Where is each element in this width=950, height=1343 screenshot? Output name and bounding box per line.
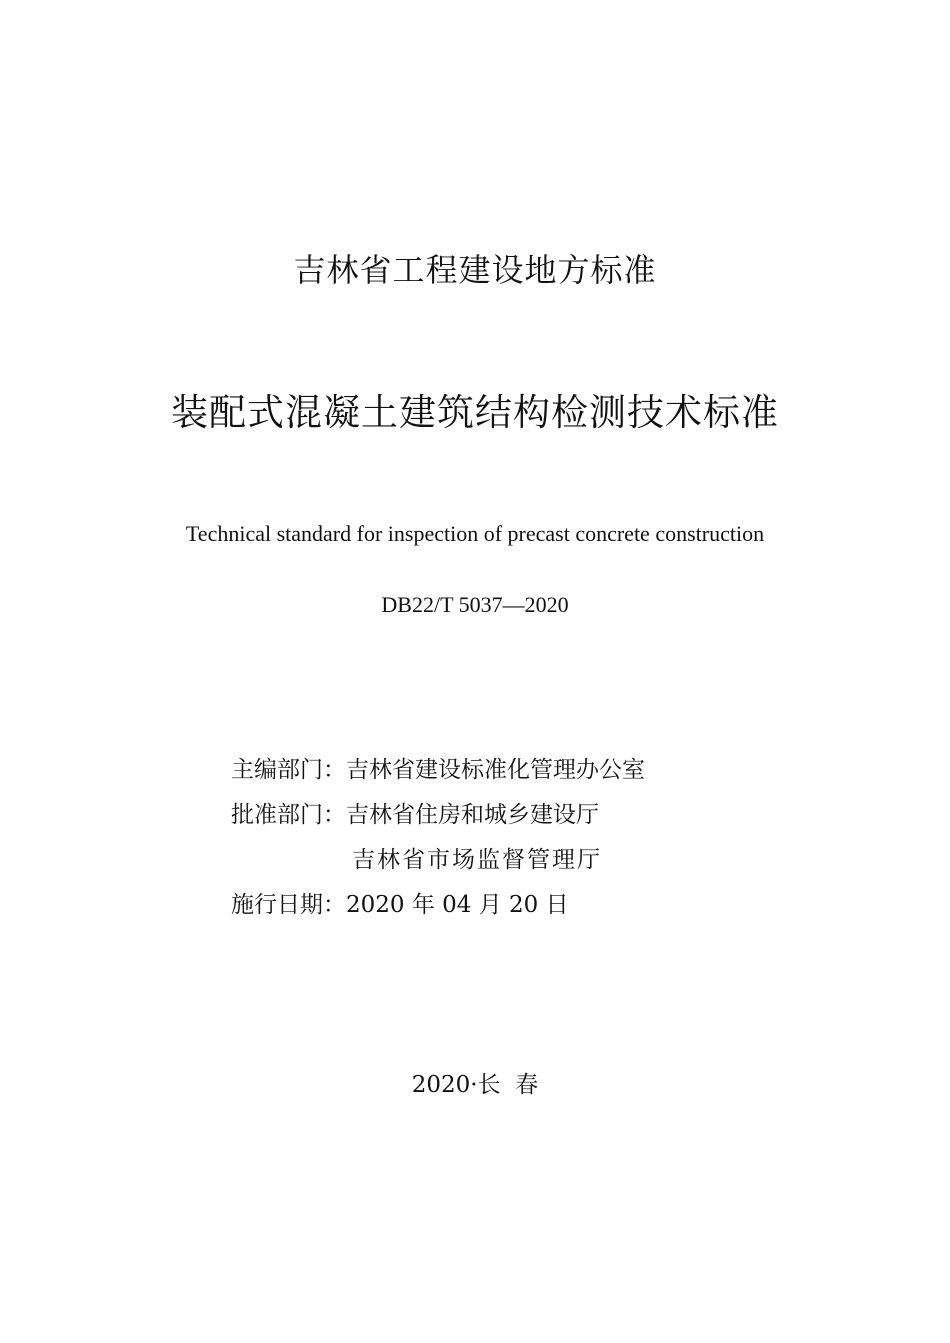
approver-label: 批准部门： [231, 802, 346, 828]
effective-date-value: 2020 年 04 月 20 日 [346, 892, 569, 918]
standard-series-heading: 吉林省工程建设地方标准 [293, 251, 657, 289]
document-title: 装配式混凝土建筑结构检测技术标准 [171, 391, 779, 434]
approver-row [231, 793, 645, 838]
standard-code: DB22/T 5037—2020 [381, 592, 569, 617]
effective-date-row [231, 883, 645, 928]
approver-value-1: 吉林省住房和城乡建设厅 [346, 802, 599, 828]
editor-row [231, 748, 645, 793]
approver-value-2: 吉林省市场监督管理厅 [352, 847, 602, 873]
effective-date-label: 施行日期： [231, 892, 346, 918]
publication-info [231, 748, 645, 928]
publication-place-year: 2020·长 春 [411, 1072, 539, 1098]
english-title: Technical standard for inspection of precast concrete construction [185, 521, 765, 546]
approver-row-continued [231, 838, 645, 883]
editor-value: 吉林省建设标准化管理办公室 [346, 757, 645, 783]
editor-label: 主编部门： [231, 757, 346, 783]
